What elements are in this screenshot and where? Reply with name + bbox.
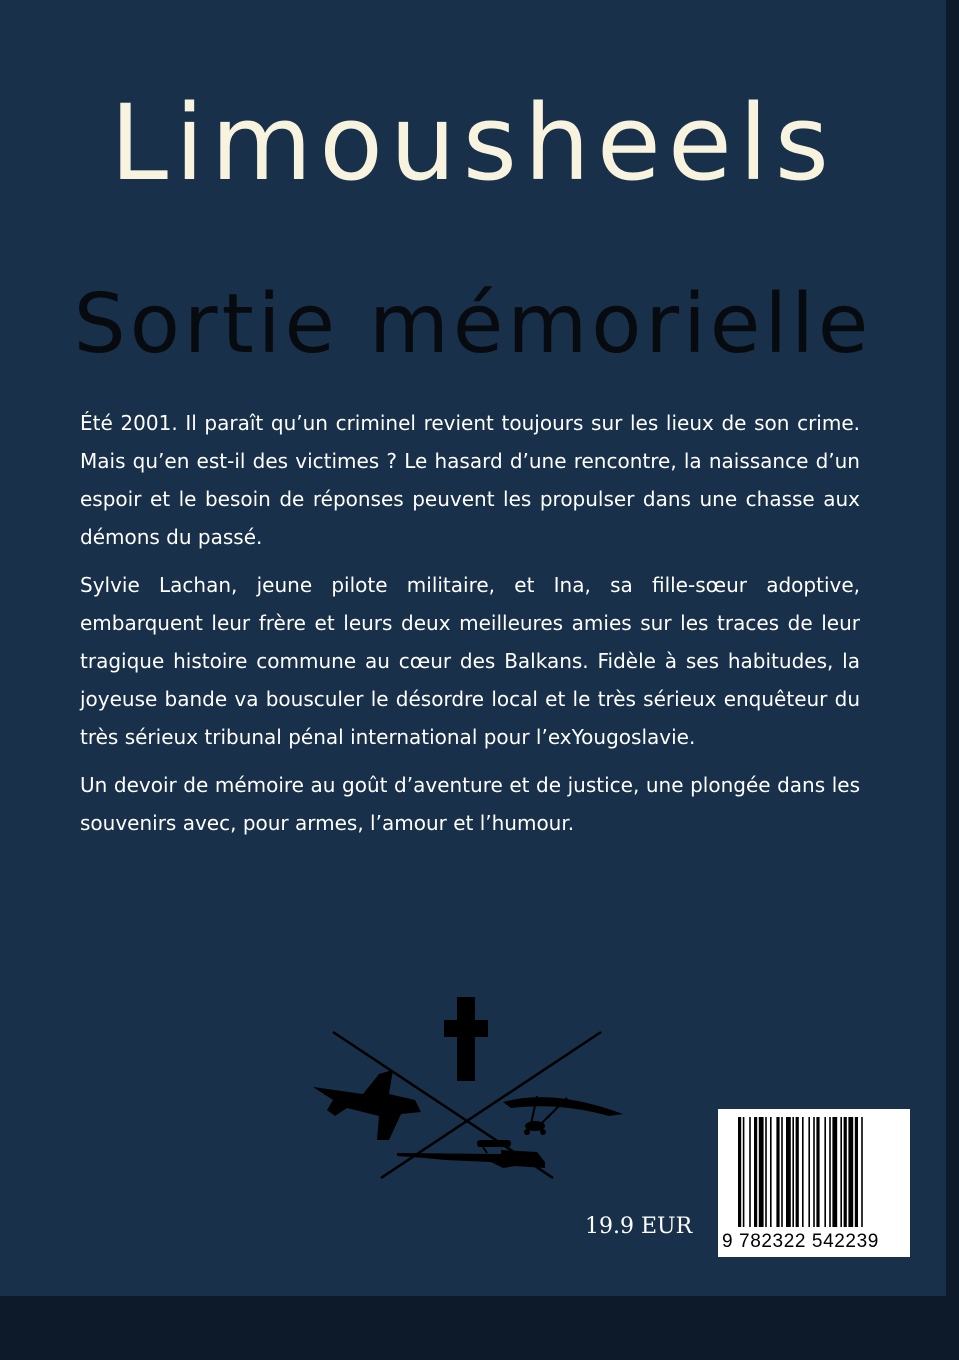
hang-glider-icon [503, 1096, 623, 1135]
blurb-paragraph-1: Été 2001. Il paraît qu’un criminel revient toujours sur les lieux de son crime. Mais qu’en est-il des victimes ? Le hasard d’une rencontre, la naissance d’un espoir et le besoin de réponses peuvent les propulser dans une chasse aux démons du passé. [80, 411, 860, 549]
rifle-icon [397, 1140, 545, 1168]
blurb-paragraph-2: Sylvie Lachan, jeune pilote militaire, et Ina, sa fille-sœur adoptive, embarquent leur frère et leurs deux meilleures amies sur les traces de leur tragique histoire commune au cœur des Balkans. Fidèle à ses habitudes, la joyeuse bande va bousculer le désordre local et le très sérieux enquêteur du très sérieux tribunal pénal international pour l’exYougoslavie. [80, 573, 860, 749]
author-name: Limousheels [110, 82, 836, 204]
barcode-bars [718, 1109, 910, 1229]
blurb-paragraph-3: Un devoir de mémoire au goût d’aventure et de justice, une plongée dans les souvenirs avec, pour armes, l’amour et l’humour. [80, 773, 860, 835]
price-label: 19.9 EUR [585, 1214, 693, 1239]
emblem [305, 990, 635, 1190]
cross-icon [444, 997, 488, 1081]
back-cover-blurb [80, 404, 860, 852]
barcode [718, 1109, 910, 1257]
isbn-number: 9 782322 542239 [722, 1231, 879, 1252]
book-title: Sortie mémorielle [73, 277, 873, 372]
